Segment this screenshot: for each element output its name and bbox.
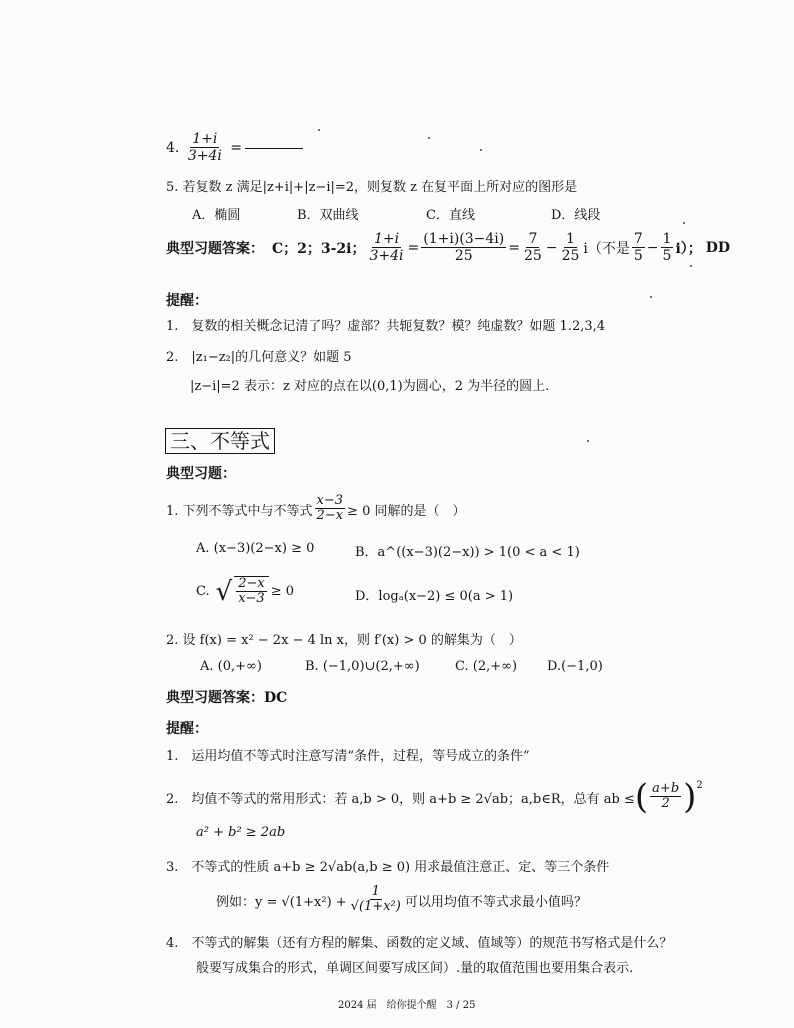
p1-option-d: D．logₐ(x−2) ≤ 0(a > 1): [355, 589, 514, 604]
tips2-item-4-line2: 般要写成集合的形式，单调区间要写成区间）.量的取值范围也要用集合表示.: [196, 961, 634, 976]
answer-line-1: 典型习题答案： C；2；3-2i； $\frac{1+i}{3+4i}$ = $\frac{(1+i)(3-4i)}{25}$ = $\frac{7}{25}$ − $\frac{1}{25}$ i（不是 $\frac{7}{5}$ − $\frac{1}{5}$ i）； DD: [166, 231, 731, 265]
tips2-item-2-num: a+b: [652, 780, 680, 796]
p1-option-c-label: C.: [196, 584, 210, 600]
scan-speck: [587, 440, 589, 442]
answer-frac-1-num: 1+i: [373, 231, 400, 247]
tips2-item-3-example: [216, 885, 587, 915]
answer-frac-6-den: 5: [662, 248, 672, 265]
answer-frac-4: [560, 232, 582, 264]
answer-frac-5-den: 5: [633, 248, 643, 265]
scan-speck: [683, 222, 685, 224]
q5-option-d: D．线段: [551, 208, 601, 223]
answer-values-1: C；2；3-2i；: [272, 241, 366, 258]
answer-frac-6-num: 1: [662, 231, 672, 247]
tips2-item-4-line1: 4. 不等式的解集（还有方程的解集、函数的定义域、值域等）的规范书写格式是什么？: [166, 936, 673, 951]
scan-speck: [318, 129, 320, 131]
answer-label-1: 典型习题答案：: [166, 241, 264, 258]
tips2-item-2-den: 2: [661, 796, 670, 812]
tips2-item-2: [166, 777, 703, 817]
tips2-example-num: 1: [371, 884, 380, 899]
page-footer: 2024 届 给你提个醒 3 / 25: [338, 1000, 476, 1011]
scan-speck: [690, 265, 692, 267]
p1-option-c-radical-icon: √: [215, 576, 233, 607]
tips2-example-den: √(1+x²): [350, 899, 401, 915]
q5-option-a: A．椭圆: [192, 208, 241, 223]
tips-label-1: 提醒：: [166, 293, 208, 309]
q4-number: 4.: [166, 140, 180, 157]
tips2-item-2-line2: a² + b² ≥ 2ab: [196, 825, 286, 840]
p1-option-c: [196, 576, 294, 607]
answer-frac-6: [661, 232, 674, 264]
section-title-box: 三、不等式: [165, 428, 275, 454]
answer-paren-text: i（不是: [583, 241, 630, 258]
tips2-example-a: 例如：y = √(1+x²) +: [216, 894, 347, 910]
tips2-item-1: 1. 运用均值不等式时注意写清“条件，过程，等号成立的条件”: [166, 749, 530, 764]
tips1-item-1: 1. 复数的相关概念记清了吗？虚部？共轭复数？模？纯虚数？如题 1.2,3,4: [166, 319, 606, 334]
answer-frac-2: [421, 232, 506, 264]
q4-line: [166, 132, 303, 164]
p1-frac-den: 2−x: [316, 508, 344, 524]
answer-line-2: 典型习题答案：DC: [166, 690, 288, 706]
q4-fraction-num: 1+i: [192, 131, 218, 147]
answer-frac-1-den: 3+4i: [369, 248, 404, 265]
p1-option-b: B．a^((x−3)(2−x)) > 1(0 < a < 1): [355, 545, 580, 560]
p1-option-c-den: x−3: [238, 591, 265, 607]
answer-frac-3: [522, 232, 544, 264]
answer-frac-2-den: 25: [454, 248, 473, 265]
q5-option-b: B．双曲线: [297, 208, 359, 223]
answer-frac-3-num: 7: [528, 231, 538, 247]
answer-frac-4-num: 1: [566, 231, 575, 247]
p2-option-c: C. (2,+∞): [455, 659, 518, 674]
p1-frac-num: x−3: [316, 493, 344, 508]
tips2-item-2-text: 2. 均值不等式的常用形式：若 a,b > 0，则 a+b ≥ 2√ab；a,b∈R，总有 ab ≤: [166, 791, 635, 807]
tips2-item-3: 3. 不等式的性质 a+b ≥ 2√ab(a,b ≥ 0) 用求最值注意正、定、等三个条件: [166, 860, 610, 875]
q4-answer-blank: [245, 147, 303, 149]
scan-speck: [480, 149, 482, 151]
tips-label-2: 提醒：: [166, 721, 208, 737]
p1-option-c-frac: [234, 576, 269, 607]
q4-fraction-den: 3+4i: [187, 148, 222, 165]
p1-option-a: A. (x−3)(2−x) ≥ 0: [196, 541, 315, 556]
answer-frac-5: [632, 232, 645, 264]
p1-option-c-num: 2−x: [238, 576, 265, 591]
section-title: [165, 425, 275, 454]
tips1-sub: |z−i|=2 表示：z 对应的点在以(0,1)为圆心，2 为半径的圆上.: [190, 379, 550, 394]
scan-speck: [428, 137, 430, 139]
tips2-left-paren-icon: (: [634, 777, 649, 817]
p2-option-a: A. (0,+∞): [200, 659, 262, 674]
scan-speck: [650, 296, 652, 298]
typical-label: 典型习题：: [166, 466, 236, 482]
answer-frac-4-den: 25: [561, 248, 580, 265]
answer-frac-3-den: 25: [524, 248, 542, 265]
p1-stem-a: 1. 下列不等式中与不等式: [166, 503, 313, 519]
p1-frac: [315, 494, 346, 524]
answer-paren-end: i）；: [675, 241, 702, 258]
answer-minus: −: [545, 240, 558, 257]
tips1-item-2: 2. |z₁−z₂|的几何意义？如题 5: [166, 350, 352, 365]
answer-frac-1: [368, 232, 406, 264]
tips2-example-b: 可以用均值不等式求最小值吗？: [404, 894, 587, 910]
tips2-exponent: 2: [696, 780, 703, 791]
tips2-example-frac: [349, 885, 403, 915]
q5-option-c: C．直线: [426, 208, 475, 223]
p1-option-c-tail: ≥ 0: [270, 584, 294, 600]
tips2-right-paren-icon: ): [683, 777, 697, 817]
answer-frac-2-num: (1+i)(3−4i): [423, 231, 505, 247]
p1-stem: [166, 494, 465, 524]
p2-option-d: D.(−1,0): [547, 659, 603, 674]
p2-option-b: B. (−1,0)∪(2,+∞): [305, 659, 420, 674]
answer-frac-5-num: 7: [633, 231, 643, 247]
p1-stem-b: ≥ 0 同解的是（ ）: [347, 503, 466, 519]
q4-fraction: [186, 132, 224, 164]
q5-stem: 5. 若复数 z 满足|z+i|+|z−i|=2，则复数 z 在复平面上所对应的图形是: [166, 180, 578, 195]
tips2-item-2-frac: [650, 782, 681, 812]
answer-tail: DD: [705, 240, 731, 257]
p2-stem: 2. 设 f(x) = x² − 2x − 4 ln x，则 f′(x) > 0 的解集为（ ）: [166, 633, 522, 648]
q4-equals: =: [230, 140, 243, 157]
